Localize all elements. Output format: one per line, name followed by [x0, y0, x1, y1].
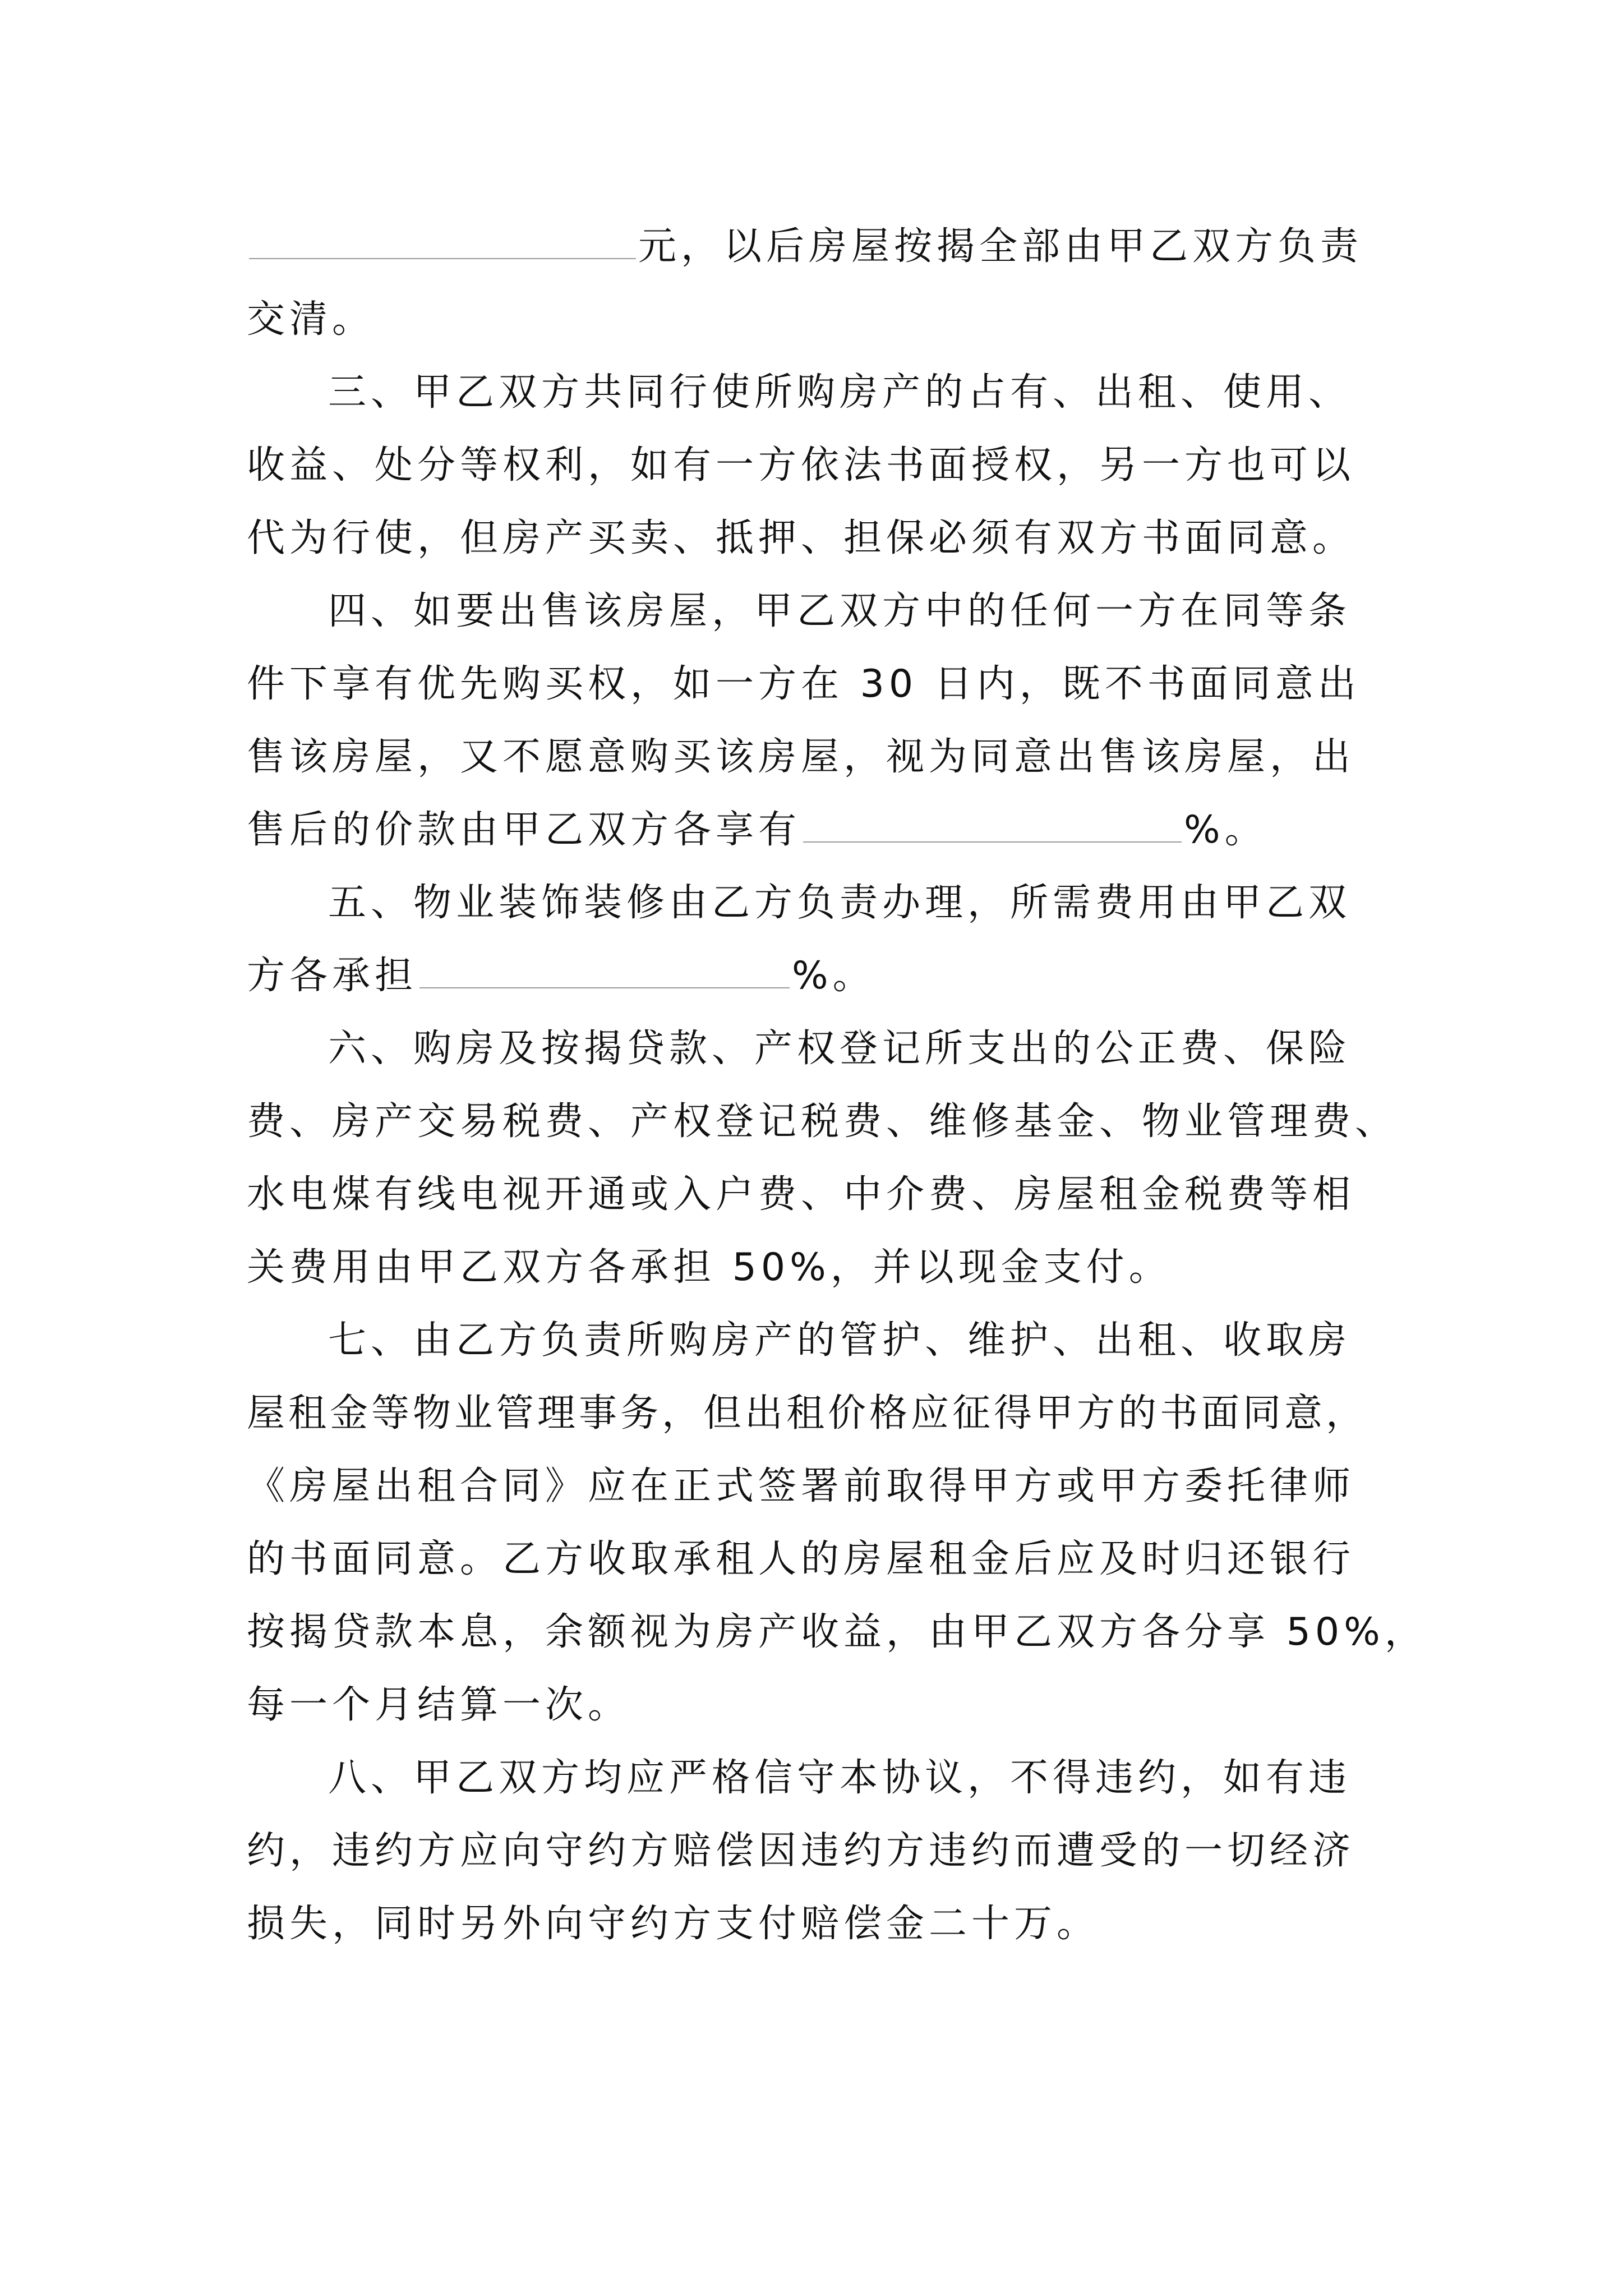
line-text: 七、由乙方负责所购房产的管护、维护、出租、收取房: [328, 1318, 1352, 1363]
text-line: [247, 654, 1361, 715]
text-line: [247, 799, 1267, 861]
text-line: [247, 435, 1355, 496]
line-text: 关费用由甲乙双方各承担 50%，并以现金支付。: [247, 1245, 1172, 1290]
line-text: 五、物业装饰装修由乙方负责办理，所需费用由甲乙双: [328, 881, 1352, 925]
line-text: 收益、处分等权利，如有一方依法书面授权，另一方也可以: [247, 443, 1355, 487]
line-text: %。: [792, 954, 875, 998]
text-line: [247, 1674, 630, 1736]
text-line: [247, 1091, 1398, 1153]
line-text: 元，以后房屋按揭全部由甲乙双方负责: [638, 224, 1363, 269]
clause-eight-start: [247, 1747, 1351, 1809]
line-text: 每一个月结算一次。: [247, 1683, 631, 1727]
clause-six-start: [247, 1018, 1351, 1080]
line-text: 三、甲乙双方共同行使所购房产的占有、出租、使用、: [328, 370, 1352, 415]
fill-in-blank[interactable]: [803, 802, 1182, 843]
line-text: 四、如要出售该房屋，甲乙双方中的任何一方在同等条: [328, 589, 1352, 633]
line-text: 代为行使，但房产买卖、抵押、担保必须有双方书面同意。: [247, 516, 1355, 560]
line-text: 交清。: [247, 297, 375, 342]
line-text: 约，违约方应向守约方赔偿因违约方违约而遭受的一切经济: [247, 1829, 1355, 1873]
line-text: 《房屋出租合同》应在正式签署前取得甲方或甲方委托律师: [247, 1464, 1355, 1508]
text-line: [247, 1893, 1099, 1955]
fill-in-blank[interactable]: [249, 219, 636, 259]
clause-four-start: [247, 581, 1351, 642]
line-text: 屋租金等物业管理事务，但出租价格应征得甲方的书面同意，: [247, 1391, 1368, 1435]
clause-five-start: [247, 872, 1351, 934]
text-line: [247, 1164, 1355, 1226]
line-text: 售后的价款由甲乙双方各享有: [247, 808, 801, 852]
text-line: [247, 1602, 1427, 1663]
line-text: 按揭贷款本息，余额视为房产收益，由甲乙双方各分享 50%，: [247, 1610, 1427, 1654]
text-line: [247, 726, 1355, 788]
text-line: [247, 1456, 1355, 1517]
line-text: 八、甲乙双方均应严格信守本协议，不得违约，如有违: [328, 1756, 1352, 1800]
text-line: [247, 1237, 1172, 1299]
text-line: [247, 1820, 1355, 1882]
line-text: 六、购房及按揭贷款、产权登记所支出的公正费、保险: [328, 1027, 1352, 1071]
line-text: 售该房屋，又不愿意购买该房屋，视为同意出售该房屋，出: [247, 735, 1355, 779]
line-text: 水电煤有线电视开通或入户费、中介费、房屋租金税费等相: [247, 1172, 1355, 1217]
line-text: 方各承担: [247, 954, 418, 998]
text-line: [247, 1383, 1367, 1444]
fill-in-blank[interactable]: [419, 948, 790, 988]
line-text: 费、房产交易税费、产权登记税费、维修基金、物业管理费、: [247, 1099, 1398, 1144]
text-line: [247, 508, 1355, 569]
text-line: [247, 1529, 1355, 1590]
line-text: %。: [1184, 808, 1267, 852]
clause-seven-start: [247, 1310, 1351, 1372]
line-text: 损失，同时另外向守约方支付赔偿金二十万。: [247, 1902, 1100, 1946]
line-text: 的书面同意。乙方收取承租人的房屋租金后应及时归还银行: [247, 1537, 1355, 1581]
text-line: [247, 289, 375, 351]
text-line: [247, 945, 875, 1007]
clause-three-start: [247, 362, 1351, 424]
text-line: [247, 216, 1363, 278]
line-text: 件下享有优先购买权，如一方在 30 日内，既不书面同意出: [247, 662, 1361, 706]
